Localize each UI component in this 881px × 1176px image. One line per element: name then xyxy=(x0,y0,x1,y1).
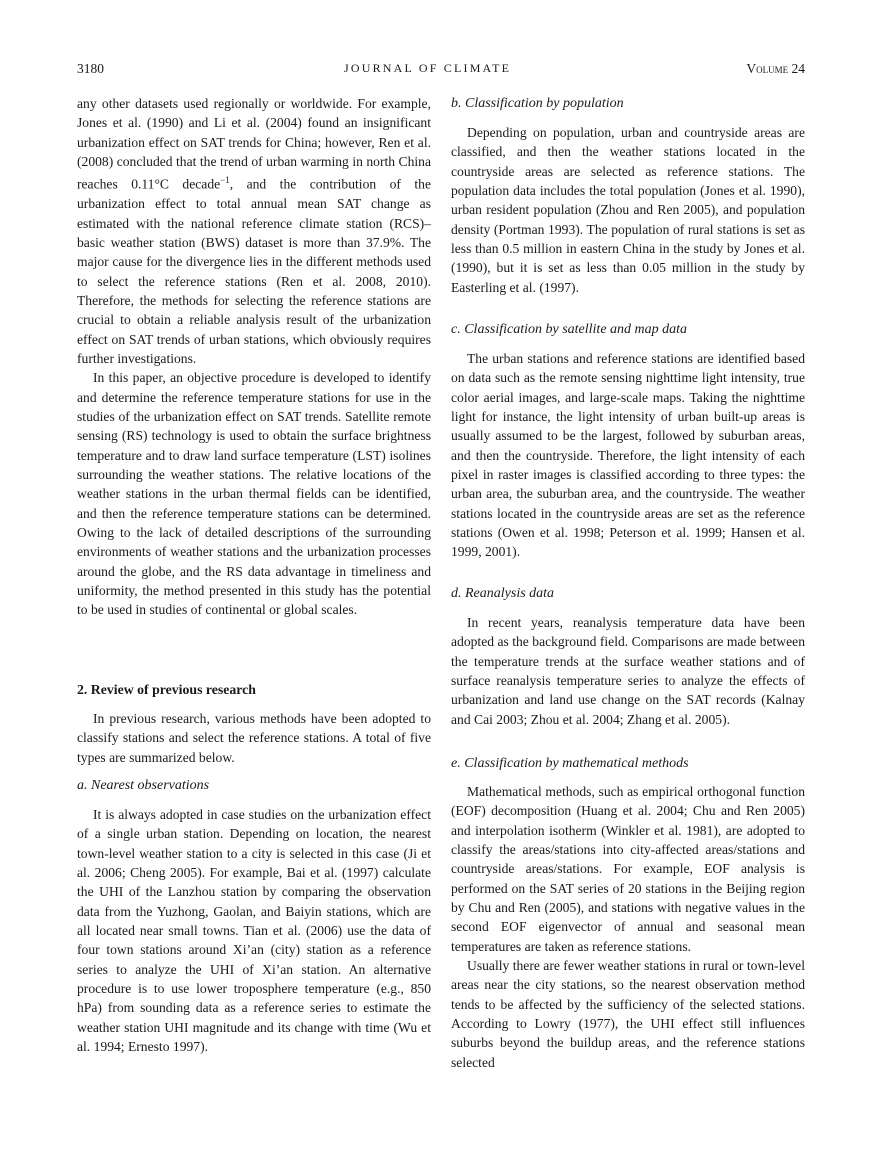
subsection-heading: b. Classification by population xyxy=(451,96,624,111)
paragraph: In this paper, an objective procedure is developed to identify and determine the reference temperature stations for use in the studies of the urbanization effect on SAT trends. Satellite remote sensing (RS) technology is used to obtain the surface brightness temperature and to draw land surface temperature (LST) isolines surrounding the weather stations. The relative locations of the weather stations in the urban thermal fields can be identified, and then the reference temperature stations can be determined. Owing to the lack of detailed descriptions of the surrounding environments of weather stations and the urbanization processes around the globe, and the RS data advantage in timeliness and uniformity, the method presented in this study has the potential to be used in studies of continental or global scales. xyxy=(77,370,431,618)
right-para-7 xyxy=(451,613,805,729)
paragraph: Depending on population, urban and countryside areas are classified, and then the weather stations located in the countryside areas are selected as reference stations. The population data includes the total population (Jones et al. 1990), urban resident population (Zhou and Ren 2005), and population density (Portman 1993). The population of rural stations is set as less than 0.5 million in eastern China in the study by Jones et al. (1990), but it is set as less than 0.05 million in the study by Easterling et al. (1997). xyxy=(451,125,805,295)
subsection-heading: d. Reanalysis data xyxy=(451,586,555,601)
paragraph: Usually there are fewer weather stations in rural or town-level areas near the city stations, so the nearest observation method tends to be affected by the sufficiency of the selected stations. According to Lowry (1977), the UHI effect still influences suburbs beyond the buildup areas, and the reference stations selected xyxy=(451,958,805,1070)
text: any other datasets used regionally or worldwide. For example, Jones et al. (1990) and Li et al. (2004) found an insignificant urbanization effect on SAT trends for China; however, Ren et al. (2008) concluded that the trend of urban warming in north China reaches 0.11°C decade xyxy=(77,96,431,192)
right-para-6 xyxy=(451,349,805,562)
left-para-4 xyxy=(77,805,431,1056)
superscript: −1 xyxy=(220,175,230,186)
right-para-5 xyxy=(451,123,805,297)
subsection-heading: e. Classification by mathematical methods xyxy=(451,756,689,771)
page-number: 3180 xyxy=(77,61,104,76)
volume-label: Volume 24 xyxy=(746,61,805,76)
journal-title: JOURNAL OF CLIMATE xyxy=(344,61,512,75)
left-para-1 xyxy=(77,94,431,620)
paragraph: It is always adopted in case studies on the urbanization effect of a single urban station. Depending on location, the nearest town-level weather station to a city is selected in this case (Ji et al. 2006; Cheng 2005). For example, Bai et al. (1997) calculate the UHI of the Lanzhou station by comparing the observation data from the Yuzhong, Gaolan, and Baiyin stations, which are all located near small towns. Tian et al. (2006) use the data of four town stations around Xi’an (city) station as a reference series to analyze the UHI of Xi’an station. An alternative procedure is to use lower troposphere temperature (e.g., 850 hPa) from sounding data as a reference series to estimate the weather station UHI magnitude and its change with time (Wu et al. 1994; Ernesto 1997). xyxy=(77,807,431,1055)
text: , and the contribution of the urbanization effect to total annual mean SAT change as estimated with the national reference climate station (RCS)–basic weather station (BWS) dataset is more than 37.9%. The major cause for the divergence lies in the different methods used to select the reference stations (Ren et al. 2008, 2010). Therefore, the methods for selecting the reference stations are crucial to obtain a reliable analysis result of the urbanization effect on SAT trends of urban stations, which obviously requires further investigations. xyxy=(77,176,432,366)
right-para-8 xyxy=(451,782,805,1072)
subsection-heading: a. Nearest observations xyxy=(77,778,210,793)
section-heading: 2. Review of previous research xyxy=(77,682,256,697)
paragraph: In previous research, various methods have been adopted to classify stations and select the reference stations. A total of five types are summarized below. xyxy=(77,711,431,765)
subsection-heading: c. Classification by satellite and map data xyxy=(451,322,688,337)
paragraph: Mathematical methods, such as empirical orthogonal function (EOF) decomposition (Huang et al. 2004; Chu and Ren 2005) and interpolation isotherm (Winkler et al. 1981), are adopted to classify the areas/stations into city-affected areas/stations and countryside areas/stations. For example, EOF analysis is performed on the SAT series of 20 stations in the Beijing region by Chu and Ren (2005), and stations with negative values in the second EOF eigenvector of annual and seasonal mean temperatures are taken as reference stations. xyxy=(451,784,805,954)
left-para-3 xyxy=(77,709,431,767)
paragraph: The urban stations and reference stations are identified based on data such as the remote sensing nighttime light intensity, true color aerial images, and large-scale maps. Taking the nighttime light for instance, the light intensity of urban built-up areas is usually assumed to be the largest, followed by suburban areas, and then the countryside. Therefore, the light intensity of each pixel in raster images is classified according to three types: the urban area, the suburban area, and the countryside. The weather stations located in the countryside areas are set as the reference stations (Owen et al. 1998; Peterson et al. 1999; Hansen et al. 1999, 2001). xyxy=(451,351,805,560)
paragraph: In recent years, reanalysis temperature data have been adopted as the background field. Comparisons are made between the temperature trends at the surface weather stations and of surface reanalysis temperature series to analyze the effects of urbanization and land use change on the SAT records (Kalnay and Cai 2003; Zhou et al. 2004; Zhang et al. 2005). xyxy=(451,615,805,727)
